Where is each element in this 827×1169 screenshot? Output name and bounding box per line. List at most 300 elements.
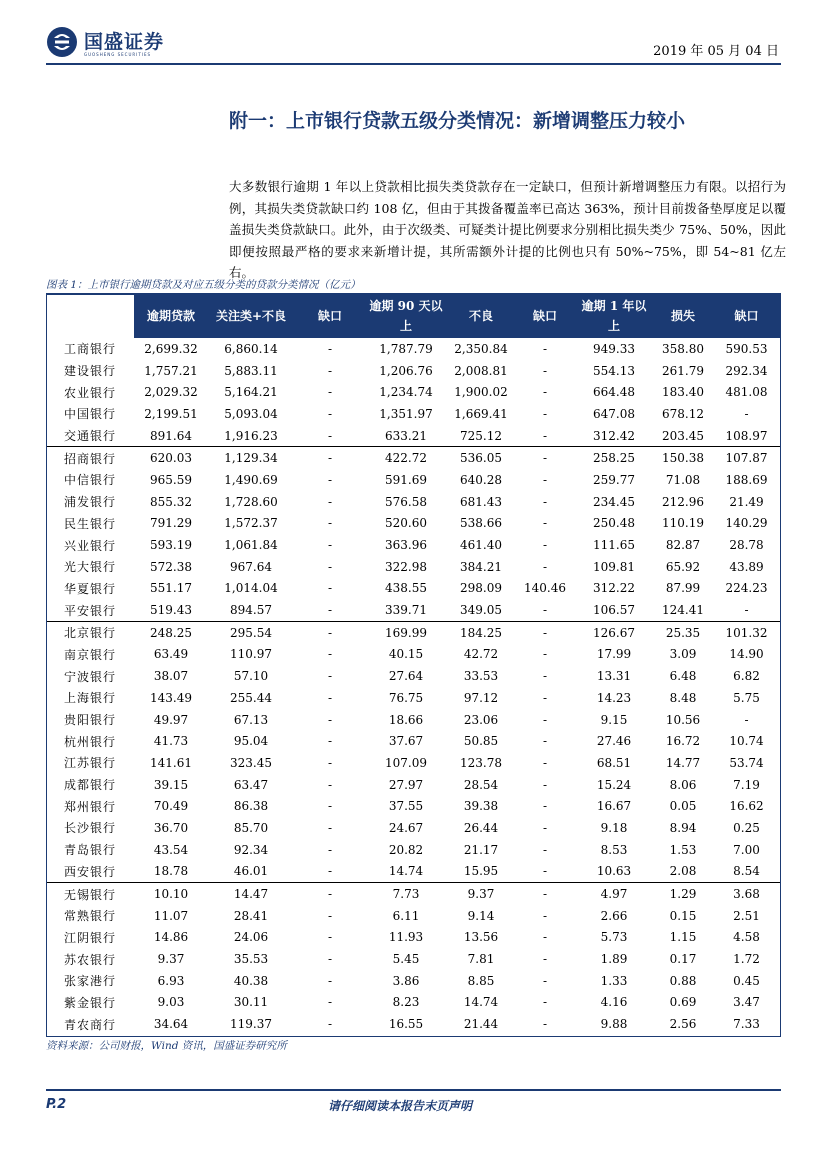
value-cell: 108.97: [712, 425, 781, 447]
bank-name-cell: 华夏银行: [63, 581, 116, 596]
value-cell: 967.64: [230, 559, 272, 574]
table-row: [46, 861, 781, 883]
value-cell: 0.15: [669, 908, 697, 923]
value-cell: -: [516, 861, 574, 883]
value-cell: 323.45: [230, 755, 272, 770]
value-cell: 255.44: [230, 690, 272, 705]
value-cell: 1,787.79: [379, 341, 433, 356]
value-cell: 25.35: [665, 625, 701, 640]
value-cell: 620.03: [150, 451, 192, 466]
footer-divider: [46, 1089, 781, 1091]
bank-name-cell: 中国银行: [63, 407, 116, 422]
bank-name-cell: 常熟银行: [63, 909, 116, 924]
bank-name-cell: 无锡银行: [63, 887, 116, 902]
value-cell: 295.54: [230, 625, 272, 640]
value-cell: 6.93: [157, 973, 185, 988]
value-cell: -: [327, 341, 333, 356]
value-cell: 28.41: [233, 908, 269, 923]
column-header: 缺口: [294, 294, 366, 338]
bank-name-cell: 成都银行: [63, 778, 116, 793]
value-cell: 640.28: [460, 472, 502, 487]
value-cell: 7.81: [467, 952, 495, 967]
value-cell: 9.14: [467, 908, 495, 923]
value-cell: 126.67: [593, 625, 635, 640]
value-cell: 70.49: [153, 799, 189, 814]
value-cell: -: [542, 755, 548, 770]
value-cell: 2.08: [654, 861, 712, 883]
value-cell: 234.45: [593, 494, 635, 509]
value-cell: 312.42: [574, 425, 654, 447]
value-cell: 0.45: [733, 973, 760, 988]
value-cell: 1,900.02: [454, 385, 508, 400]
report-date: 2019 年 05 月 04 日: [653, 44, 779, 59]
value-cell: 725.12: [446, 425, 516, 447]
value-cell: 63.47: [233, 777, 269, 792]
column-header: 损失: [654, 294, 712, 338]
value-cell: 3.47: [733, 995, 760, 1010]
table-row: [46, 513, 781, 535]
value-cell: 14.23: [596, 690, 632, 705]
value-cell: -: [327, 820, 333, 835]
value-cell: 647.08: [593, 406, 635, 421]
bank-name-cell: 郑州银行: [63, 799, 116, 814]
value-cell: 681.43: [460, 494, 502, 509]
value-cell: 7.00: [733, 842, 760, 857]
value-cell: 791.29: [150, 516, 192, 531]
value-cell: 520.60: [385, 516, 427, 531]
value-cell: 6,860.14: [224, 341, 278, 356]
value-cell: -: [542, 799, 548, 814]
value-cell: 10.74: [729, 734, 764, 749]
value-cell: 5.45: [392, 952, 420, 967]
table-row: [46, 970, 781, 992]
value-cell: -: [542, 625, 548, 640]
value-cell: 39.38: [463, 799, 499, 814]
value-cell: 39.15: [153, 777, 189, 792]
value-cell: 76.75: [388, 690, 424, 705]
value-cell: 87.99: [665, 581, 701, 596]
value-cell: 9.18: [600, 820, 628, 835]
value-cell: 203.45: [654, 425, 712, 447]
value-cell: 6.48: [669, 669, 697, 684]
table-row: [46, 665, 781, 687]
value-cell: 106.57: [574, 599, 654, 621]
value-cell: 6.82: [733, 669, 760, 684]
value-cell: 678.12: [662, 406, 704, 421]
value-cell: 34.64: [153, 1017, 189, 1032]
value-cell: 27.64: [388, 669, 424, 684]
table-row: [46, 360, 781, 382]
table-row: [46, 469, 781, 491]
value-cell: 57.10: [233, 669, 269, 684]
table-row: [46, 927, 781, 949]
value-cell: 1,572.37: [224, 516, 278, 531]
value-cell: -: [542, 669, 548, 684]
value-cell: 358.80: [662, 341, 704, 356]
value-cell: 41.73: [153, 734, 189, 749]
table-row: [46, 905, 781, 927]
value-cell: 14.90: [729, 647, 764, 662]
bank-name-cell: 贵阳银行: [63, 713, 116, 728]
value-cell: -: [542, 363, 548, 378]
bank-name-cell: 浦发银行: [63, 495, 116, 510]
value-cell: 422.72: [385, 451, 427, 466]
value-cell: 68.51: [596, 755, 632, 770]
value-cell: 8.85: [467, 973, 495, 988]
bank-name-cell: 农业银行: [63, 385, 116, 400]
value-cell: -: [542, 995, 548, 1010]
value-cell: 0.88: [669, 973, 697, 988]
value-cell: 109.81: [593, 559, 635, 574]
value-cell: -: [327, 363, 333, 378]
value-cell: 0.17: [669, 952, 697, 967]
value-cell: 24.67: [388, 820, 424, 835]
value-cell: -: [542, 451, 548, 466]
value-cell: -: [327, 930, 333, 945]
value-cell: 16.62: [729, 799, 764, 814]
value-cell: 965.59: [150, 472, 192, 487]
column-header: [46, 294, 134, 338]
value-cell: 2.66: [600, 908, 628, 923]
column-header: 不良: [446, 294, 516, 338]
value-cell: 1.15: [669, 930, 697, 945]
value-cell: 855.32: [150, 494, 192, 509]
bank-name-cell: 光大银行: [63, 560, 116, 575]
value-cell: 322.98: [385, 559, 427, 574]
value-cell: 14.86: [153, 930, 189, 945]
value-cell: -: [712, 599, 781, 621]
value-cell: -: [327, 451, 333, 466]
value-cell: 8.48: [669, 690, 697, 705]
value-cell: 17.99: [596, 647, 632, 662]
value-cell: -: [327, 538, 333, 553]
value-cell: 65.92: [665, 559, 701, 574]
value-cell: -: [542, 516, 548, 531]
value-cell: 349.05: [446, 599, 516, 621]
table-row: [46, 381, 781, 403]
table-row: [46, 752, 781, 774]
value-cell: 536.05: [460, 451, 502, 466]
table-row: [46, 1013, 781, 1035]
value-cell: 551.17: [150, 581, 192, 596]
value-cell: -: [542, 494, 548, 509]
value-cell: 37.55: [388, 799, 424, 814]
value-cell: 1,206.76: [379, 363, 433, 378]
value-cell: -: [542, 341, 548, 356]
value-cell: 16.72: [665, 734, 701, 749]
table-row: [46, 403, 781, 425]
value-cell: 10.56: [665, 712, 701, 727]
bank-name-cell: 青岛银行: [63, 843, 116, 858]
bank-name-cell: 杭州银行: [63, 734, 116, 749]
value-cell: 1.29: [669, 887, 697, 902]
table-row: [46, 578, 781, 600]
value-cell: 40.38: [233, 973, 269, 988]
value-cell: 49.97: [153, 712, 189, 727]
table-caption: 图表 1：上市银行逾期贷款及对应五级分类的贷款分类情况（亿元）: [46, 279, 361, 291]
value-cell: 27.46: [596, 734, 632, 749]
value-cell: 21.49: [729, 494, 764, 509]
value-cell: 891.64: [134, 425, 208, 447]
bank-name-cell: 江苏银行: [63, 756, 116, 771]
table-header-row: [46, 294, 781, 338]
value-cell: 71.08: [665, 472, 701, 487]
value-cell: 5.75: [733, 690, 760, 705]
column-header: 缺口: [516, 294, 574, 338]
value-cell: 363.96: [385, 538, 427, 553]
value-cell: 1.33: [600, 973, 628, 988]
value-cell: 1,757.21: [144, 363, 198, 378]
value-cell: 224.23: [725, 581, 768, 596]
value-cell: 259.77: [593, 472, 635, 487]
value-cell: 140.46: [524, 581, 566, 596]
value-cell: 438.55: [385, 581, 427, 596]
column-header: 逾期 90 天以上: [366, 294, 446, 338]
value-cell: 292.34: [725, 363, 768, 378]
value-cell: -: [327, 625, 333, 640]
table-row: [46, 599, 781, 621]
value-cell: -: [542, 1017, 548, 1032]
bank-name-cell: 南京银行: [63, 647, 116, 662]
value-cell: 591.69: [385, 472, 427, 487]
value-cell: 2,199.51: [144, 406, 198, 421]
value-cell: 28.78: [729, 538, 764, 553]
value-cell: 40.15: [388, 647, 424, 662]
value-cell: 212.96: [662, 494, 704, 509]
value-cell: 298.09: [460, 581, 502, 596]
value-cell: -: [327, 973, 333, 988]
value-cell: -: [542, 538, 548, 553]
value-cell: 42.72: [463, 647, 499, 662]
value-cell: 97.12: [463, 690, 499, 705]
value-cell: -: [327, 385, 333, 400]
value-cell: 14.47: [233, 887, 269, 902]
value-cell: 2,008.81: [454, 363, 508, 378]
value-cell: 2,029.32: [144, 385, 198, 400]
value-cell: 2.51: [733, 908, 760, 923]
value-cell: 8.23: [392, 995, 420, 1010]
value-cell: 110.97: [230, 647, 272, 662]
value-cell: 593.19: [150, 538, 192, 553]
value-cell: 140.29: [725, 516, 768, 531]
column-header: 关注类+不良: [208, 294, 294, 338]
value-cell: 124.41: [654, 599, 712, 621]
table-row: [46, 621, 781, 643]
header-divider: [46, 63, 781, 65]
value-cell: 1.89: [600, 952, 628, 967]
value-cell: -: [327, 908, 333, 923]
value-cell: 82.87: [665, 538, 701, 553]
body-paragraph: 大多数银行逾期 1 年以上贷款相比损失类贷款存在一定缺口，但预计新增调整压力有限。以招行为例，其损失类贷款缺口约 108 亿，但由于其拨备覆盖率已高达 363%，预计目前拨备垫厚度足以覆盖损失类贷款缺口。此外，由于次级类、可疑类计提比例要求分别相比损失类少 75%、50%，因此即便按照最严格的要求来新增计提，其所需额外计提的比例也只有 50%~75%，即 54~81 亿左右。: [229, 179, 786, 280]
column-header: 逾期贷款: [134, 294, 208, 338]
value-cell: 183.40: [662, 385, 704, 400]
value-cell: 9.37: [467, 887, 495, 902]
page-number: P.2: [46, 1097, 67, 1112]
value-cell: 28.54: [463, 777, 499, 792]
value-cell: 1,490.69: [224, 472, 278, 487]
value-cell: -: [327, 406, 333, 421]
table-row: [46, 556, 781, 578]
value-cell: -: [542, 777, 548, 792]
value-cell: -: [516, 425, 574, 447]
value-cell: 2,699.32: [144, 341, 198, 356]
table-row: [46, 883, 781, 905]
bank-name-cell: 民生银行: [63, 516, 116, 531]
value-cell: 16.67: [596, 799, 632, 814]
value-cell: -: [542, 712, 548, 727]
value-cell: -: [542, 472, 548, 487]
table-row: [46, 447, 781, 469]
table-row: [46, 948, 781, 970]
value-cell: 1,351.97: [379, 406, 433, 421]
value-cell: 141.61: [150, 755, 192, 770]
value-cell: -: [327, 516, 333, 531]
footer-disclaimer: 请仔细阅读本报告末页声明: [328, 1099, 473, 1113]
section-title: 附一：上市银行贷款五级分类情况：新增调整压力较小: [229, 110, 686, 132]
value-cell: 4.58: [733, 930, 760, 945]
value-cell: -: [744, 712, 749, 727]
value-cell: -: [294, 599, 366, 621]
value-cell: 6.11: [392, 908, 420, 923]
value-cell: -: [542, 952, 548, 967]
loan-classification-table: [46, 294, 781, 1035]
value-cell: 8.53: [600, 842, 628, 857]
value-cell: 8.54: [712, 861, 781, 883]
value-cell: 1.53: [669, 842, 697, 857]
value-cell: 13.31: [596, 669, 632, 684]
value-cell: 1.72: [733, 952, 760, 967]
value-cell: -: [327, 712, 333, 727]
logo-mark-icon: [46, 26, 78, 58]
value-cell: 7.19: [733, 777, 760, 792]
value-cell: 538.66: [460, 516, 502, 531]
value-cell: -: [542, 930, 548, 945]
value-cell: -: [542, 908, 548, 923]
value-cell: -: [542, 406, 548, 421]
value-cell: 21.17: [463, 842, 499, 857]
value-cell: 0.05: [669, 799, 697, 814]
value-cell: 633.21: [366, 425, 446, 447]
bank-name-cell: 中信银行: [63, 473, 116, 488]
value-cell: -: [327, 995, 333, 1010]
value-cell: 519.43: [134, 599, 208, 621]
value-cell: 339.71: [366, 599, 446, 621]
value-cell: 1,061.84: [224, 538, 278, 553]
value-cell: -: [327, 952, 333, 967]
column-header: 缺口: [712, 294, 781, 338]
value-cell: 20.82: [388, 842, 424, 857]
value-cell: 1,234.74: [379, 385, 433, 400]
value-cell: 110.19: [662, 516, 704, 531]
bank-name-cell: 工商银行: [63, 342, 116, 357]
bank-name-cell: 苏农银行: [63, 952, 116, 967]
bank-name-cell: 张家港行: [63, 974, 116, 989]
value-cell: 258.25: [593, 451, 635, 466]
column-header: 逾期 1 年以上: [574, 294, 654, 338]
value-cell: -: [542, 887, 548, 902]
table-row: [46, 687, 781, 709]
value-cell: 461.40: [460, 538, 502, 553]
value-cell: -: [327, 581, 333, 596]
value-cell: 481.08: [725, 385, 768, 400]
value-cell: -: [327, 494, 333, 509]
value-cell: 37.67: [388, 734, 424, 749]
value-cell: 95.04: [233, 734, 269, 749]
value-cell: -: [327, 647, 333, 662]
value-cell: 33.53: [463, 669, 499, 684]
value-cell: 261.79: [662, 363, 704, 378]
value-cell: 5.73: [600, 930, 628, 945]
value-cell: 1,669.41: [454, 406, 508, 421]
value-cell: 5,093.04: [224, 406, 278, 421]
value-cell: 9.37: [157, 952, 185, 967]
value-cell: 63.49: [153, 647, 189, 662]
value-cell: 35.53: [233, 952, 269, 967]
value-cell: 36.70: [153, 820, 189, 835]
value-cell: 10.63: [574, 861, 654, 883]
value-cell: -: [744, 406, 749, 421]
value-cell: 11.07: [153, 908, 189, 923]
value-cell: 85.70: [233, 820, 269, 835]
value-cell: 86.38: [233, 799, 269, 814]
value-cell: 7.33: [733, 1017, 760, 1032]
table-row: [46, 774, 781, 796]
value-cell: 111.65: [593, 538, 635, 553]
value-cell: 1,129.34: [224, 451, 278, 466]
bank-name-cell: 西安银行: [46, 861, 134, 883]
value-cell: 894.57: [208, 599, 294, 621]
value-cell: 38.07: [153, 669, 189, 684]
value-cell: 46.01: [208, 861, 294, 883]
value-cell: 23.06: [463, 712, 499, 727]
bank-name-cell: 紫金银行: [63, 995, 116, 1010]
value-cell: 554.13: [593, 363, 635, 378]
brand-name: 国盛证券: [84, 31, 165, 53]
value-cell: 15.95: [446, 861, 516, 883]
value-cell: -: [327, 734, 333, 749]
value-cell: 2.56: [669, 1017, 697, 1032]
value-cell: 8.94: [669, 820, 697, 835]
bank-name-cell: 青农商行: [63, 1017, 116, 1032]
value-cell: 26.44: [463, 820, 499, 835]
bank-name-cell: 建设银行: [63, 364, 116, 379]
value-cell: -: [327, 799, 333, 814]
bank-name-cell: 平安银行: [46, 599, 134, 621]
value-cell: 92.34: [233, 842, 269, 857]
value-cell: 101.32: [725, 625, 768, 640]
value-cell: 14.74: [463, 995, 499, 1010]
value-cell: 24.06: [233, 930, 269, 945]
table-row: [46, 338, 781, 360]
table-row: [46, 730, 781, 752]
value-cell: -: [516, 599, 574, 621]
bank-name-cell: 兴业银行: [63, 538, 116, 553]
table-row: [46, 491, 781, 513]
value-cell: 8.06: [669, 777, 697, 792]
value-cell: -: [294, 861, 366, 883]
value-cell: 2,350.84: [454, 341, 508, 356]
value-cell: 949.33: [593, 341, 635, 356]
value-cell: 21.44: [463, 1017, 499, 1032]
value-cell: -: [327, 472, 333, 487]
value-cell: 150.38: [662, 451, 704, 466]
value-cell: 188.69: [725, 472, 768, 487]
value-cell: 53.74: [729, 755, 764, 770]
value-cell: -: [327, 669, 333, 684]
value-cell: 1,728.60: [224, 494, 278, 509]
value-cell: 10.10: [153, 887, 189, 902]
value-cell: -: [542, 647, 548, 662]
